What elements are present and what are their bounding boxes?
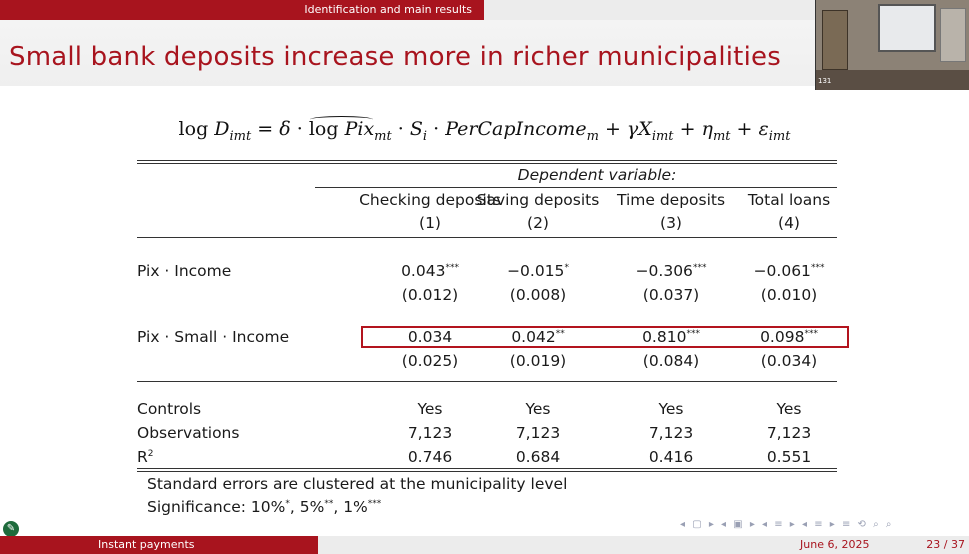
eq-epsilon-sub: imt <box>768 128 791 144</box>
standard-error: (0.084) <box>642 352 700 370</box>
eq-small: S <box>409 118 423 140</box>
stat-value: 7,123 <box>515 424 561 442</box>
bottom-rule <box>137 468 837 469</box>
coef-value: −0.306 <box>635 262 693 280</box>
stat-label-observations: Observations <box>137 424 240 442</box>
significance-stars: ** <box>555 328 565 339</box>
table-note-significance <box>147 498 381 516</box>
dependent-variable-label: Dependent variable: <box>517 166 677 184</box>
eq-income: PerCapIncome <box>445 118 587 140</box>
eq-small-sub: i <box>422 128 428 144</box>
eq-dot: · <box>397 118 404 140</box>
footer-short-title: Instant payments <box>0 536 318 554</box>
standard-error: (0.008) <box>509 286 567 304</box>
header-rule <box>137 237 837 238</box>
eq-dot: · <box>296 118 303 140</box>
coefficient <box>607 262 735 280</box>
eq-controls-sub: imt <box>651 128 674 144</box>
row-label-pix-small-income: Pix · Small · Income <box>137 328 290 346</box>
significance-stars: *** <box>692 262 707 273</box>
coefficient <box>473 262 603 280</box>
coef-value: 0.034 <box>407 328 453 346</box>
footer-bar <box>0 536 969 554</box>
stat-value: 7,123 <box>407 424 453 442</box>
stat-value: Yes <box>525 400 551 418</box>
coef-value: 0.043 <box>401 262 446 280</box>
eq-equals: = <box>257 118 274 140</box>
standard-error: (0.025) <box>401 352 459 370</box>
eq-pix-sub: mt <box>374 128 392 144</box>
sig-star: * <box>285 498 290 509</box>
row-label-pix-income: Pix · Income <box>137 262 232 280</box>
eq-log-pix: log <box>308 118 339 140</box>
regression-equation <box>0 118 969 144</box>
column-number: (3) <box>660 214 682 232</box>
table-note-clustering: Standard errors are clustered at the municipality level <box>147 475 568 493</box>
stat-label-controls: Controls <box>137 400 202 418</box>
bottom-rule <box>137 471 837 472</box>
webcam-label: 131 <box>818 77 832 85</box>
column-header: Checking deposits <box>359 191 501 209</box>
eq-eta-sub: mt <box>712 128 731 144</box>
stat-value: 0.416 <box>648 448 694 466</box>
beamer-navigation-icons[interactable]: ◂ ▢ ▸ ◂ ▣ ▸ ◂ ≡ ▸ ◂ ≡ ▸ ≡ ⟲ ⌕ ⌕ <box>680 519 894 530</box>
standard-error: (0.012) <box>401 286 459 304</box>
coefficient <box>734 262 844 280</box>
column-header: Total loans <box>747 191 831 209</box>
eq-plus: + <box>604 118 621 140</box>
column-header: Time deposits <box>616 191 726 209</box>
highlight-box <box>361 326 849 348</box>
stat-value: Yes <box>658 400 684 418</box>
webcam-thumbnail[interactable] <box>815 0 969 90</box>
table-top-rule <box>137 160 837 161</box>
eq-delta: δ <box>279 118 291 140</box>
coef-value: −0.015 <box>507 262 565 280</box>
stat-value: 7,123 <box>648 424 694 442</box>
footer-right <box>318 536 969 554</box>
webcam-wall-panel <box>940 8 966 62</box>
sig-text: , 5% <box>289 498 325 516</box>
sig-star: ** <box>324 498 334 509</box>
eq-log: log <box>178 118 209 140</box>
significance-stars: *** <box>445 262 459 273</box>
sig-text: Significance: 10% <box>147 498 286 516</box>
coef-value: −0.061 <box>753 262 811 280</box>
r2-letter: R <box>137 448 148 466</box>
footer-date: June 6, 2025 <box>800 538 870 551</box>
webcam-door <box>822 10 848 70</box>
section-title: Identification and main results <box>0 0 484 20</box>
stat-value: 0.684 <box>515 448 561 466</box>
eq-dependent-sub: imt <box>229 128 252 144</box>
eq-pix: Pix <box>344 118 375 140</box>
eq-plus: + <box>736 118 753 140</box>
coef-value: 0.810 <box>642 328 687 346</box>
significance-stars: *** <box>686 328 700 339</box>
dependent-rule <box>315 187 837 188</box>
column-number: (2) <box>527 214 549 232</box>
standard-error: (0.019) <box>509 352 567 370</box>
coef-value: 0.098 <box>760 328 805 346</box>
eq-controls: γX <box>626 118 652 140</box>
standard-error: (0.010) <box>760 286 818 304</box>
webcam-floor <box>816 70 969 90</box>
footer-page-number: 23 / 37 <box>926 538 965 551</box>
sig-text: , 1% <box>333 498 368 516</box>
eq-epsilon: ε <box>758 118 769 140</box>
stat-value: Yes <box>417 400 443 418</box>
significance-stars: * <box>564 262 569 273</box>
eq-dependent: D <box>214 118 230 140</box>
stat-value: Yes <box>776 400 802 418</box>
stat-value: 0.746 <box>407 448 453 466</box>
column-number: (1) <box>419 214 441 232</box>
edit-icon[interactable]: ✎ <box>3 521 19 537</box>
standard-error: (0.037) <box>642 286 700 304</box>
eq-plus: + <box>679 118 696 140</box>
eq-income-sub: m <box>586 128 599 144</box>
eq-dot: · <box>433 118 440 140</box>
significance-stars: *** <box>804 328 818 339</box>
sig-star: *** <box>367 498 382 509</box>
stat-label-r2 <box>137 448 154 466</box>
table-top-rule <box>137 163 837 164</box>
column-number: (4) <box>778 214 800 232</box>
eq-hat-term <box>309 118 374 140</box>
body-rule <box>137 381 837 382</box>
column-header: Saving deposits <box>476 191 600 209</box>
coef-value: 0.042 <box>511 328 556 346</box>
eq-eta: η <box>701 118 713 140</box>
significance-stars: *** <box>810 262 825 273</box>
slide-title: Small bank deposits increase more in richer municipalities <box>9 42 781 72</box>
webcam-projector-screen <box>878 4 936 52</box>
stat-value: 0.551 <box>766 448 812 466</box>
r2-superscript: 2 <box>147 448 154 459</box>
standard-error: (0.034) <box>760 352 818 370</box>
stat-value: 7,123 <box>766 424 812 442</box>
